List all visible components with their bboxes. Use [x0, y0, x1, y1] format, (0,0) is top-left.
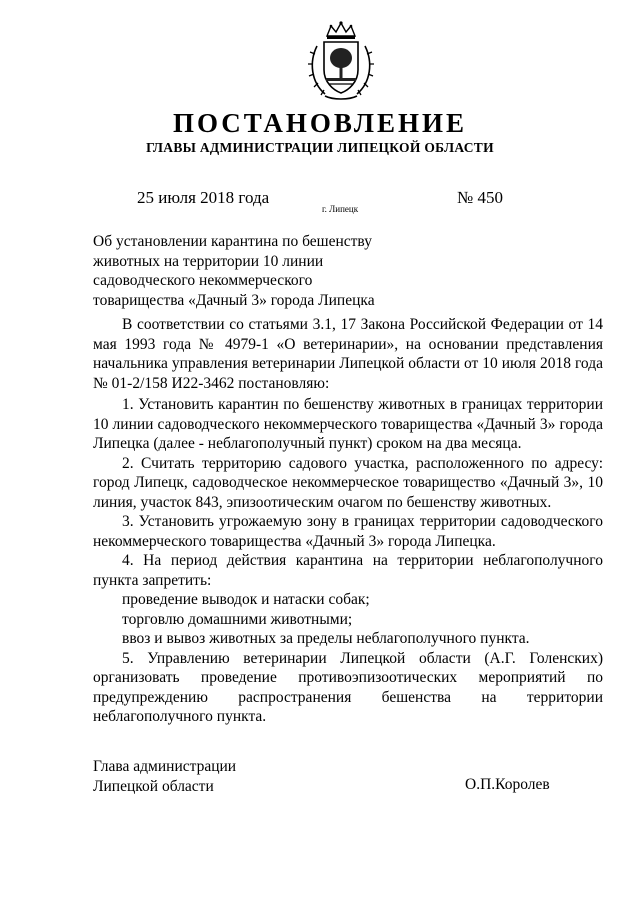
document-date: 25 июля 2018 года: [137, 188, 270, 207]
heading-line: товарищества «Дачный 3» города Липецка: [93, 291, 375, 309]
item-2: 2. Считать территорию садового участка, расположенного по адресу: город Липецк, садоводческое некоммерческое товарищество «Дачный 3», 10 линия, участок 843, эпизоотическим очагом по бешенству животных.: [93, 454, 603, 511]
signature-name: О.П.Королев: [465, 776, 550, 793]
item-4: 4. На период действия карантина на территории неблагополучного пункта запретить:: [93, 552, 603, 589]
item-5: 5. Управлению ветеринарии Липецкой области (А.Г. Голенских) организовать проведение противоэпизоотических мероприятий по предупреждению распространения бешенства на территории неблагополучного пункта.: [93, 649, 603, 725]
heading-line: садоводческого некоммерческого: [93, 272, 313, 289]
signature-position-line: Глава администрации: [93, 758, 237, 775]
prohibition-item: ввоз и вывоз животных за пределы неблагополучного пункта.: [122, 630, 530, 647]
document-number: № 450: [457, 188, 503, 207]
document-heading: [93, 232, 375, 310]
preamble: В соответствии со статьями 3.1, 17 Закона Российской Федерации от 14 мая 1993 года № 4979-1 «О ветеринарии», на основании представления начальника управления ветеринарии Липецкой области от 10 июля 2018 года № 01-2/158 И22-3462 постановляю:: [93, 316, 603, 392]
prohibition-item: проведение выводок и натаски собак;: [122, 591, 370, 608]
heading-line: животных на территории 10 линии: [93, 252, 324, 270]
item-3: 3. Установить угрожаемую зону в границах территории садоводческого некоммерческого товарищества «Дачный 3» города Липецка.: [93, 513, 603, 550]
signature-position-line: Липецкой области: [93, 777, 214, 795]
heading-line: Об установлении карантина по бешенству: [93, 233, 372, 250]
prohibition-item: торговлю домашними животными;: [122, 610, 353, 628]
document-title: ПОСТАНОВЛЕНИЕ: [172, 108, 468, 138]
item-1: 1. Установить карантин по бешенству животных в границах территории 10 линии садоводческого некоммерческого товарищества «Дачный 3» города Липецка (далее - неблагополучный пункт) сроком на два месяца.: [93, 396, 603, 452]
document-body: [93, 315, 603, 393]
coat-of-arms-icon: [299, 20, 383, 104]
document-city: г. Липецк: [322, 204, 359, 214]
signature-position: [93, 757, 236, 796]
document-subtitle: ГЛАВЫ АДМИНИСТРАЦИИ ЛИПЕЦКОЙ ОБЛАСТИ: [146, 140, 494, 155]
document-items: [93, 395, 603, 727]
